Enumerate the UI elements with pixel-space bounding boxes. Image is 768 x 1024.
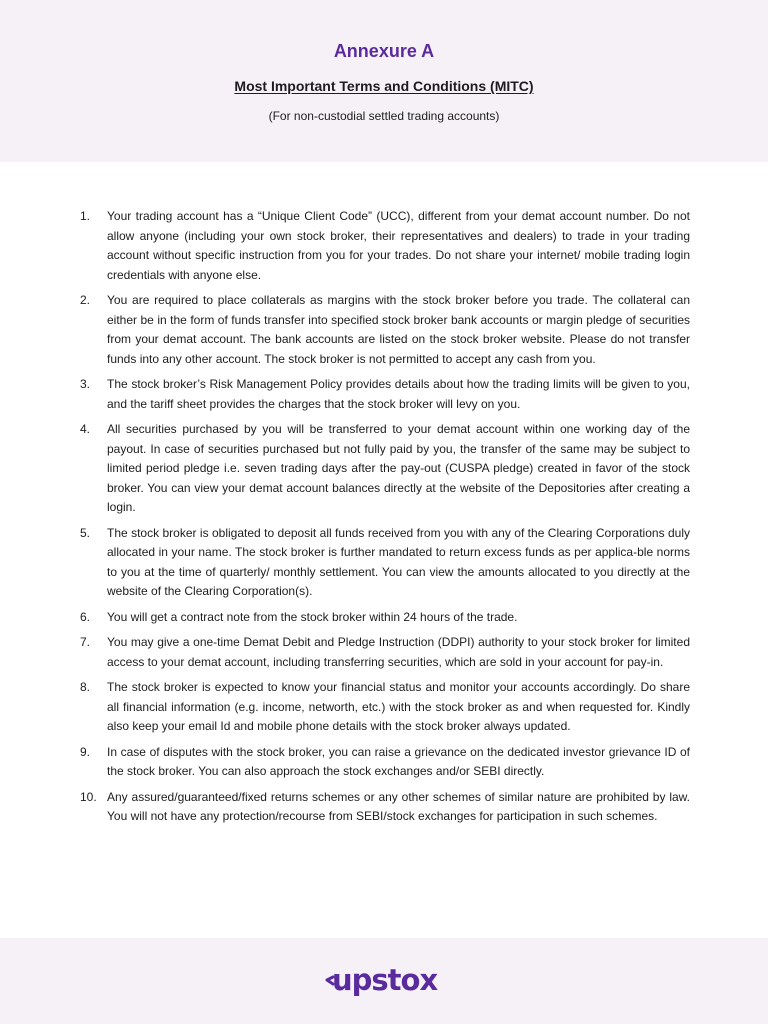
mitc-title <box>0 78 768 94</box>
term-number: 7. <box>80 635 91 649</box>
term-number: 4. <box>80 422 91 436</box>
term-number: 3. <box>80 377 91 391</box>
term-text: Your trading account has a “Unique Client Code” (UCC), different from your demat account number. Do not allow anyone (including your own stock broker, their representatives and dealers) to trade in your trading account without specific instruction from you for your trades. Do not share your internet/ mobile trading login credentials with anyone else. <box>107 209 690 282</box>
term-item <box>80 633 690 672</box>
term-text: You will get a contract note from the stock broker within 24 hours of the trade. <box>107 609 518 624</box>
term-text: Any assured/guaranteed/fixed returns schemes or any other schemes of similar nature are prohibited by law. You will not have any protection/recourse from SEBI/stock exchanges for participation in such schemes. <box>107 789 690 823</box>
term-number: 2. <box>80 293 91 307</box>
term-number: 5. <box>80 525 91 540</box>
term-text: You may give a one-time Demat Debit and Pledge Instruction (DDPI) authority to your stock broker for limited access to your demat account, including transferring securities, which are sold in your account for pay-in. <box>107 635 690 669</box>
term-text: The stock broker is expected to know your financial status and monitor your accounts accordingly. Do share all financial information (e.g. income, networth, etc.) with the stock broker as and when requested for. Kindly also keep your email Id and mobile phone details with the stock broker always updated. <box>107 680 690 733</box>
term-number: 8. <box>80 680 91 694</box>
term-text: The stock broker’s Risk Management Policy provides details about how the trading limits will be given to you, and the tariff sheet provides the charges that the stock broker will levy on you. <box>107 377 690 411</box>
term-item <box>80 291 690 369</box>
mitc-title-text: Most Important Terms and Conditions (MITC) <box>234 78 534 94</box>
term-text: In case of disputes with the stock broker, you can raise a grievance on the dedicated investor grievance ID of the stock broker. You can also approach the stock exchanges and/or SEBI directly. <box>107 744 690 778</box>
terms-list <box>80 207 690 833</box>
logo-wordmark: upstox <box>332 963 438 997</box>
term-item <box>80 420 690 518</box>
term-item <box>80 678 690 737</box>
term-number: 6. <box>80 609 91 624</box>
upstox-logo <box>0 960 768 1005</box>
term-number: 10. <box>80 789 97 804</box>
term-text: All securities purchased by you will be transferred to your demat account within one working day of the payout. In case of securities purchased but not fully paid by you, the transfer of the same may be subject to limited period pledge i.e. seven trading days after the pay-out (CUSPA pledge) created in favor of the stock broker. You can view your demat account balances directly at the website of the Depositories after creating a login. <box>107 422 690 514</box>
term-item <box>80 524 690 602</box>
term-number: 1. <box>80 209 91 223</box>
term-item <box>80 375 690 414</box>
annexure-title: Annexure A <box>333 41 435 61</box>
term-item <box>80 207 690 285</box>
term-item <box>80 743 690 782</box>
term-item <box>80 608 690 628</box>
mitc-subtitle: (For non-custodial settled trading accounts) <box>268 109 500 123</box>
term-text: You are required to place collaterals as margins with the stock broker before you trade. The collateral can either be in the form of funds transfer into specified stock broker bank accounts or margin pledge of securities from your demat account. The bank accounts are listed on the stock broker website. Please do not transfer funds into any other account. The stock broker is not permitted to accept any cash from you. <box>107 293 690 366</box>
term-item <box>80 788 690 827</box>
term-text: The stock broker is obligated to deposit all funds received from you with any of the Clearing Corporations duly allocated in your name. The stock broker is further mandated to return excess funds as per applica-ble norms to you at the time of quarterly/ monthly settlement. You can view the amounts allocated to you directly at the website of the Clearing Corporation(s). <box>107 525 690 598</box>
term-number: 9. <box>80 744 91 759</box>
upstox-logo-icon <box>325 960 443 1000</box>
